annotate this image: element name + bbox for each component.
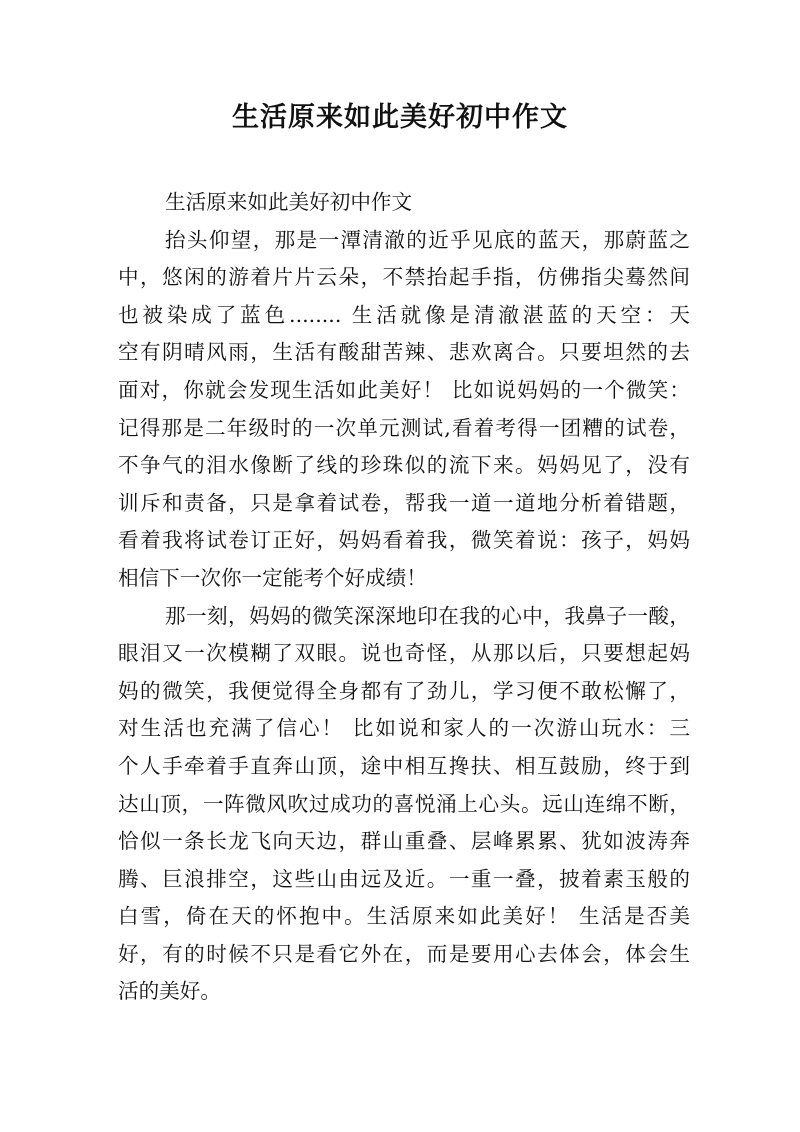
text-line: 腾、巨浪排空，这些山由远及近。一重一叠，披着素玉般的: [118, 866, 690, 891]
text-line: 也被染成了蓝色........ 生活就像是清澈湛蓝的天空：天: [118, 302, 690, 327]
text-line: 相信下一次你一定能考个好成绩！: [118, 565, 427, 590]
text-line: 好，有的时候不只是看它外在，而是要用心去体会，体会生: [118, 941, 690, 966]
text-line: 对生活也充满了信心！ 比如说和家人的一次游山玩水：三: [118, 716, 690, 741]
text-line: 妈的微笑，我便觉得全身都有了劲儿，学习便不敢松懈了，: [118, 678, 690, 703]
text-line: 面对，你就会发现生活如此美好！ 比如说妈妈的一个微笑：: [118, 377, 690, 402]
text-line: 白雪，倚在天的怀抱中。生活原来如此美好！ 生活是否美: [118, 904, 690, 929]
text-line: 恰似一条长龙飞向天边，群山重叠、层峰累累、犹如波涛奔: [118, 829, 690, 854]
document-title: 生活原来如此美好初中作文: [232, 102, 568, 133]
text-line: 活的美好。: [118, 979, 221, 1004]
text-line: 那一刻，妈妈的微笑深深地印在我的心中，我鼻子一酸，: [165, 603, 690, 628]
text-line: 中，悠闲的游着片片云朵，不禁抬起手指，仿佛指尖蓦然间: [118, 265, 690, 290]
document-body: [118, 184, 690, 1011]
text-line: 记得那是二年级时的一次单元测试,看着考得一团糟的试卷，: [118, 415, 690, 440]
text-line: 达山顶，一阵微风吹过成功的喜悦涌上心头。远山连绵不断，: [118, 791, 690, 816]
text-line: 看着我将试卷订正好，妈妈看着我，微笑着说：孩子，妈妈: [118, 528, 690, 553]
text-line: 空有阴晴风雨，生活有酸甜苦辣、悲欢离合。只要坦然的去: [118, 340, 690, 365]
text-line: 抬头仰望，那是一潭清澈的近乎见底的蓝天，那蔚蓝之: [165, 227, 690, 252]
subtitle-line: 生活原来如此美好初中作文: [165, 190, 413, 214]
text-line: 训斥和责备，只是拿着试卷，帮我一道一道地分析着错题，: [118, 490, 690, 515]
text-line: 眼泪又一次模糊了双眼。说也奇怪，从那以后，只要想起妈: [118, 641, 690, 666]
text-line: 个人手牵着手直奔山顶，途中相互搀扶、相互鼓励，终于到: [118, 753, 690, 778]
text-line: 不争气的泪水像断了线的珍珠似的流下来。妈妈见了，没有: [118, 453, 690, 478]
